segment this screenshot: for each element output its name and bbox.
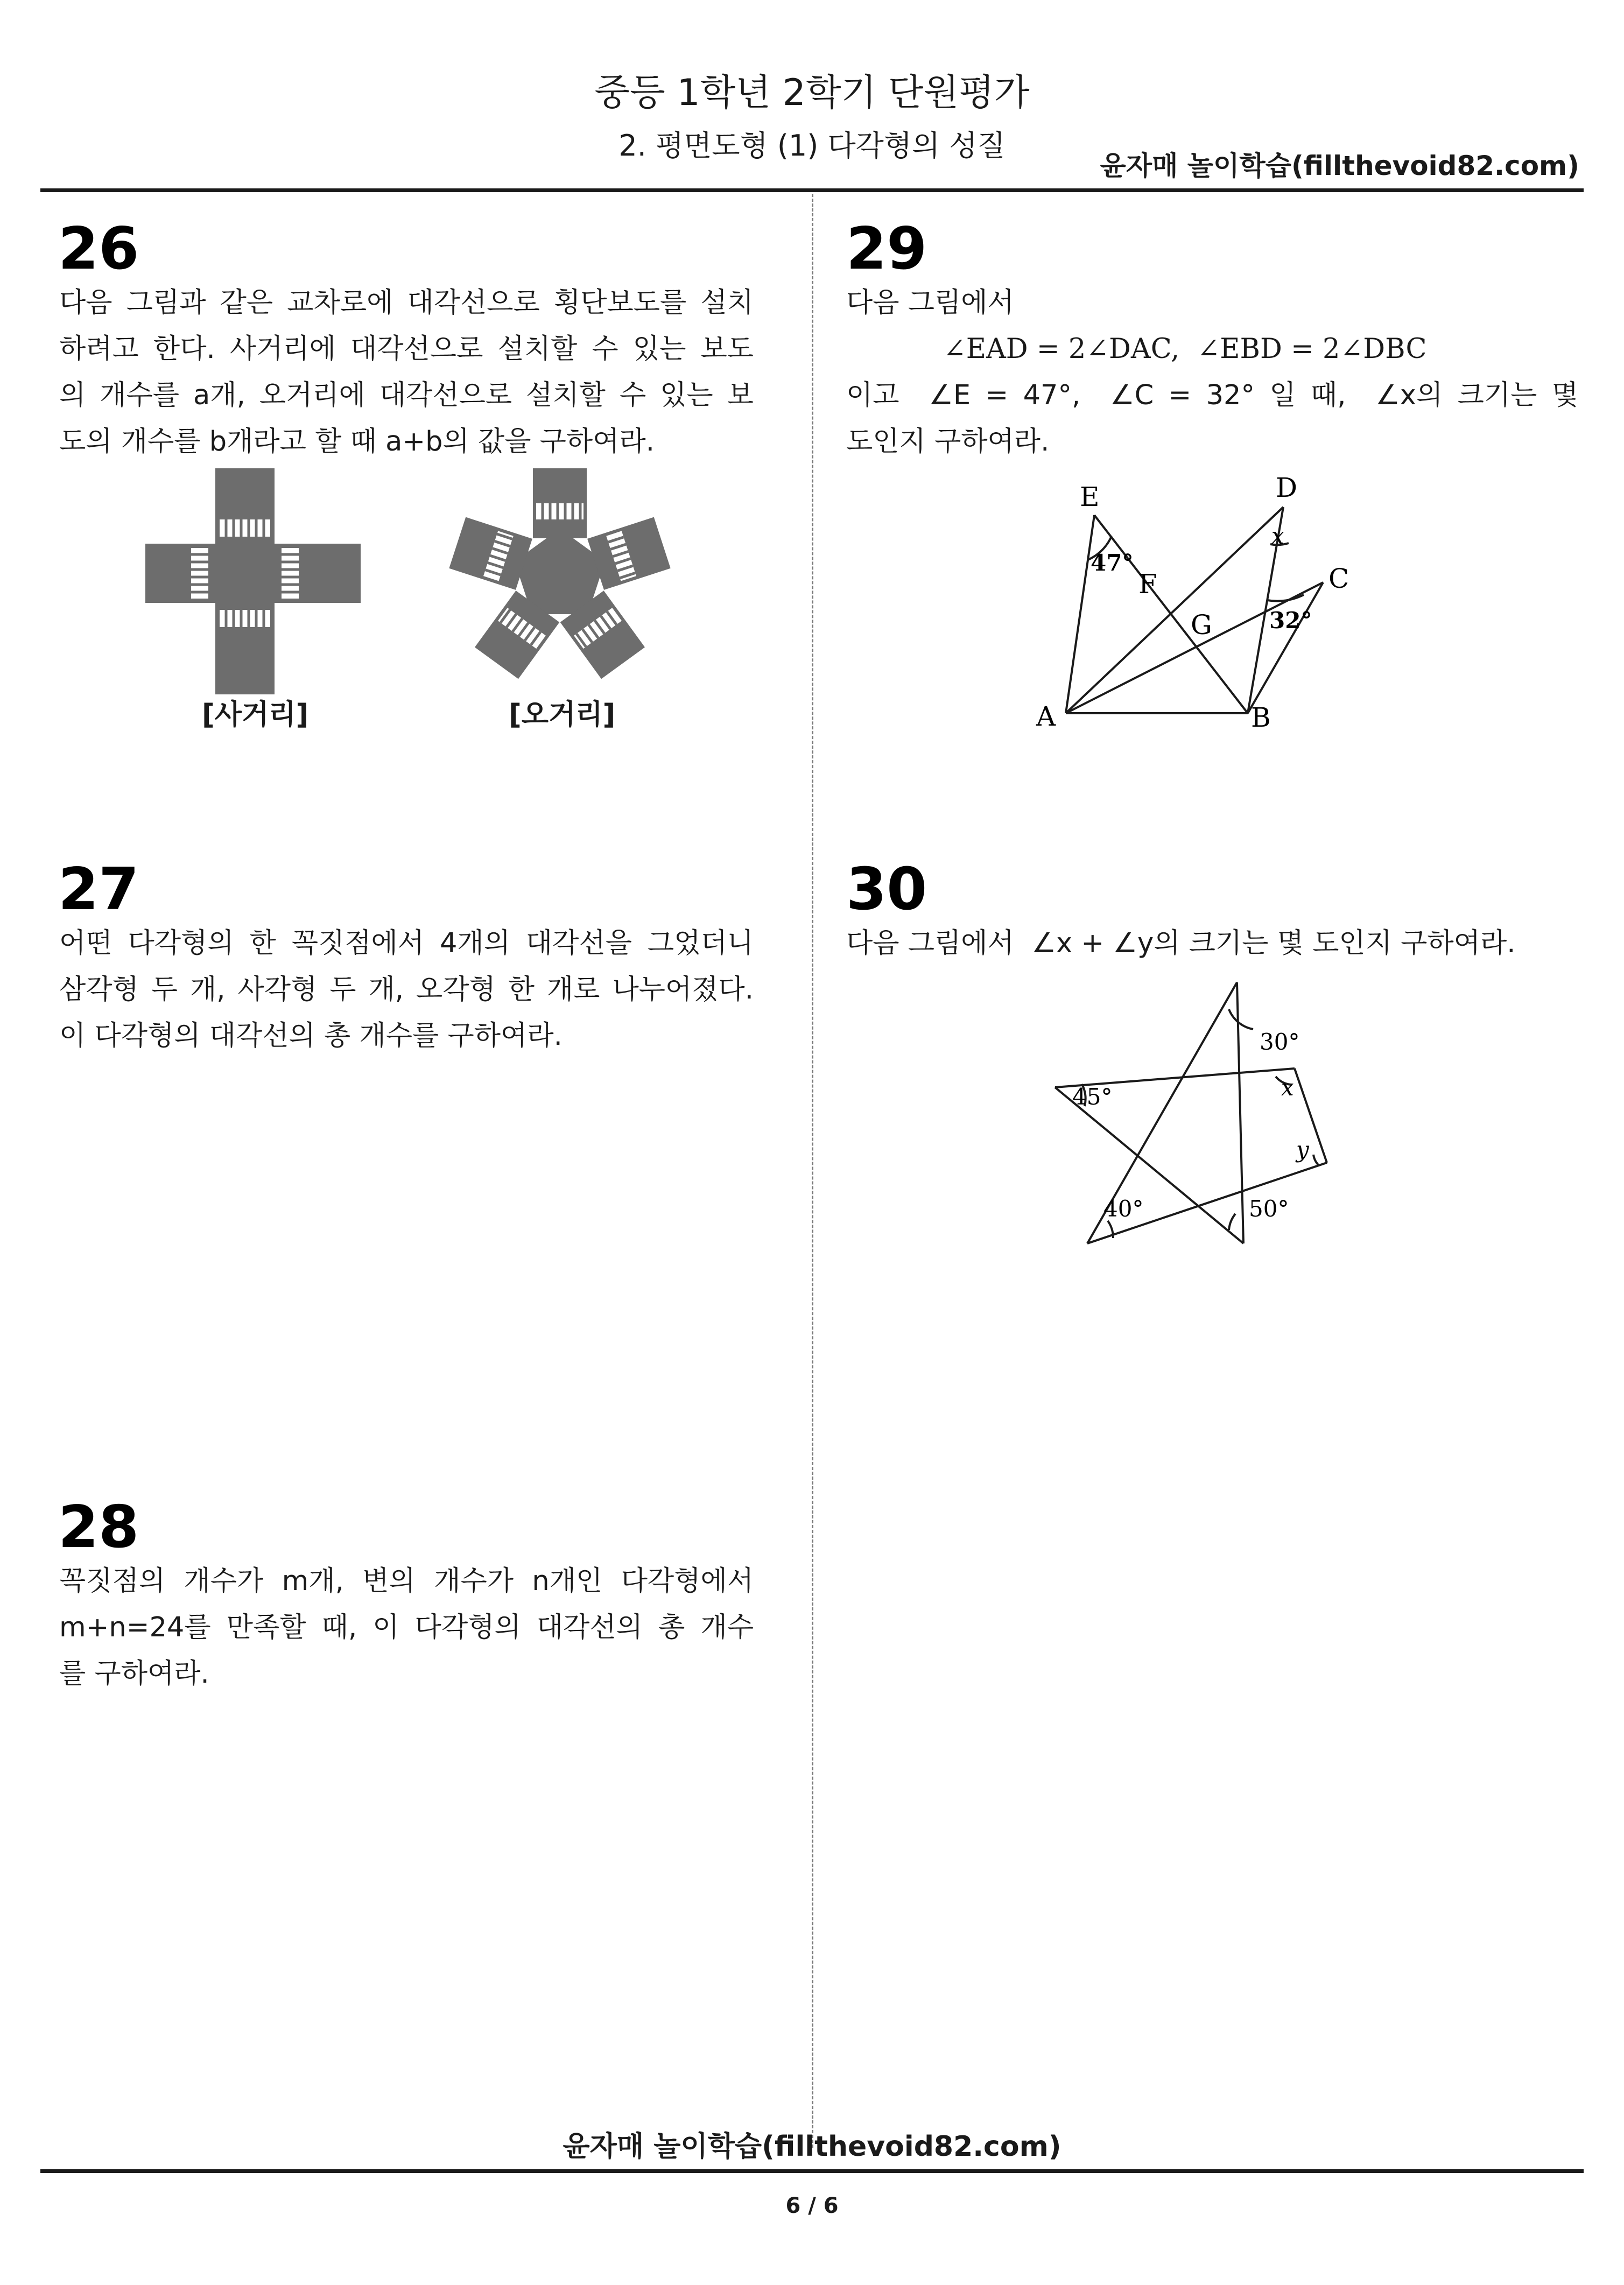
point-label: G xyxy=(1191,609,1212,641)
angle-label-x: x xyxy=(1271,523,1284,549)
question-30-line: 다음 그림에서 ∠x + ∠y의 크기는 몇 도인지 구하여라. xyxy=(846,927,1516,959)
question-26-text xyxy=(59,280,754,465)
question-28-number: 28 xyxy=(58,1494,139,1561)
question-30-text xyxy=(846,920,1578,967)
question-26-number: 26 xyxy=(58,215,139,283)
question-30-number: 30 xyxy=(846,856,927,923)
angle-label-y: y xyxy=(1296,1136,1309,1163)
angle-label: 32° xyxy=(1269,607,1312,634)
question-30-figure xyxy=(1044,969,1367,1260)
question-27-text xyxy=(59,920,754,1059)
brand-footer: 윤자매 놀이학습(fillthevoid82.com) xyxy=(563,2131,1061,2163)
angle-label: 30° xyxy=(1260,1029,1300,1055)
point-label: D xyxy=(1276,472,1298,503)
point-label: F xyxy=(1138,568,1157,600)
caption-crossroad-4: [사거리] xyxy=(202,699,309,731)
page-title: 중등 1학년 2학기 단원평가 xyxy=(594,72,1030,114)
point-label: E xyxy=(1080,481,1100,512)
question-28-text xyxy=(59,1558,754,1697)
question-29-number: 29 xyxy=(846,215,927,283)
question-26-line: 다음 그림과 같은 교차로에 대각선으로 횡단보도를 설치 xyxy=(59,287,754,319)
question-29-line: 이고 ∠E = 47°, ∠C = 32° 일 때, ∠x의 크기는 몇 xyxy=(846,379,1578,411)
question-27-line: 어떤 다각형의 한 꼭짓점에서 4개의 대각선을 그었더니 xyxy=(59,927,754,959)
question-29-text xyxy=(846,280,1578,465)
point-label: B xyxy=(1251,702,1271,733)
question-29-line: 다음 그림에서 xyxy=(846,287,1014,319)
angle-label: 40° xyxy=(1103,1196,1144,1222)
question-27-line: 이 다각형의 대각선의 총 개수를 구하여라. xyxy=(59,1020,563,1052)
caption-crossroad-5: [오거리] xyxy=(509,699,616,731)
question-28-line: 꼭짓점의 개수가 m개, 변의 개수가 n개인 다각형에서 xyxy=(59,1565,754,1597)
question-26-line: 의 개수를 a개, 오거리에 대각선으로 설치할 수 있는 보 xyxy=(59,379,754,411)
column-divider xyxy=(812,194,813,2148)
point-label: A xyxy=(1036,701,1056,732)
page-subtitle: 2. 평면도형 (1) 다각형의 성질 xyxy=(618,129,1006,163)
header-rule xyxy=(40,188,1584,192)
angle-label: 50° xyxy=(1249,1196,1289,1222)
question-29-line: 도인지 구하여라. xyxy=(846,426,1050,458)
crossroad-4-figure xyxy=(140,468,366,694)
question-26-line: 도의 개수를 b개라고 할 때 a+b의 값을 구하여라. xyxy=(59,426,655,458)
crossroad-5-figure xyxy=(447,468,673,684)
question-27-line: 삼각형 두 개, 사각형 두 개, 오각형 한 개로 나누어졌다. xyxy=(59,974,754,1006)
angle-label: 45° xyxy=(1072,1084,1113,1110)
brand-header: 윤자매 놀이학습(fillthevoid82.com) xyxy=(1100,150,1579,181)
angle-label-x: x xyxy=(1281,1074,1294,1101)
question-28-line: m+n=24를 만족할 때, 이 다각형의 대각선의 총 개수 xyxy=(59,1612,754,1643)
question-27-number: 27 xyxy=(58,856,139,923)
footer-rule xyxy=(40,2169,1584,2173)
page-number: 6 / 6 xyxy=(785,2193,839,2218)
point-label: C xyxy=(1328,563,1349,594)
question-28-line: 를 구하여라. xyxy=(59,1658,209,1690)
question-29-figure xyxy=(1023,463,1349,743)
angle-label: 47° xyxy=(1091,550,1134,576)
question-29-formula: ∠EAD = 2∠DAC, ∠EBD = 2∠DBC xyxy=(943,333,1427,365)
question-26-line: 하려고 한다. 사거리에 대각선으로 설치할 수 있는 보도 xyxy=(59,333,754,365)
